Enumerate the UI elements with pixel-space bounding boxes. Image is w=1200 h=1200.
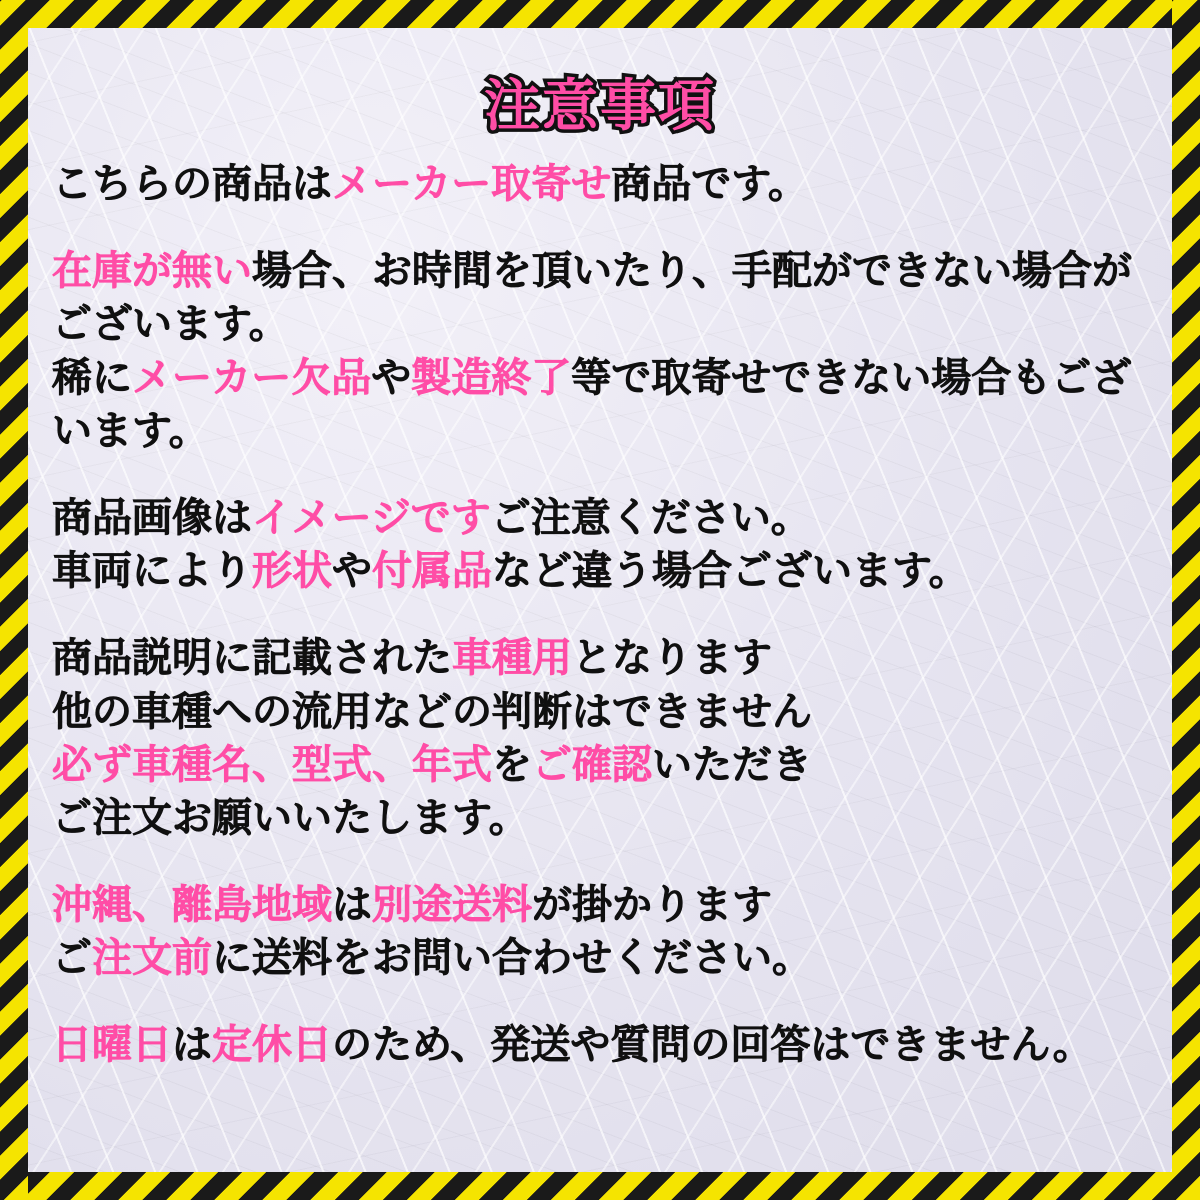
plain-text: 稀に	[52, 354, 132, 401]
highlighted-text: ご確認	[532, 741, 652, 788]
highlighted-text: 製造終了	[411, 354, 572, 401]
highlighted-text: 在庫が無い	[52, 248, 252, 295]
plain-text: など違う場合ございます。	[492, 548, 969, 595]
highlighted-text: 車種用	[452, 635, 572, 682]
plain-text: ご	[52, 935, 92, 982]
hazard-stripe-right	[1172, 0, 1200, 1200]
highlighted-text: 注文前	[92, 935, 212, 982]
notice-line	[52, 158, 1152, 211]
notice-line	[52, 792, 1152, 845]
notice-line	[52, 879, 1152, 932]
highlighted-text: 必ず車種名、型式、年式	[52, 741, 492, 788]
plain-text: や	[332, 548, 372, 595]
plain-text: 車両により	[52, 548, 252, 595]
notice-line	[52, 632, 1152, 685]
notice-paper-background	[28, 28, 1172, 1172]
plain-text: や	[371, 354, 412, 401]
plain-text: 場合、お時間を頂いたり、手配ができない場合がございます。	[52, 248, 1132, 348]
notice-title-container	[28, 62, 1172, 142]
plain-text: が掛かります	[532, 882, 772, 929]
plain-text: 商品説明に記載された	[52, 635, 452, 682]
plain-text: は	[172, 1022, 212, 1069]
highlighted-text: メーカー欠品	[132, 354, 372, 401]
hazard-stripe-left	[0, 0, 28, 1200]
plain-text: ご注意ください。	[490, 494, 811, 541]
notice-paragraph-image-note	[52, 492, 1152, 598]
plain-text: に送料をお問い合わせください。	[212, 935, 812, 982]
plain-text: となります	[572, 635, 772, 682]
notice-paragraph-shipping	[52, 879, 1152, 985]
notice-line	[52, 245, 1152, 351]
notice-line	[52, 932, 1152, 985]
plain-text: ご注文お願いいたします。	[52, 794, 529, 841]
notice-line	[52, 352, 1152, 458]
highlighted-text: 定休日	[212, 1022, 332, 1069]
highlighted-text: イメージです	[252, 494, 491, 541]
notice-line	[52, 686, 1152, 739]
plain-text: は	[332, 882, 372, 929]
hazard-stripe-bottom	[0, 1172, 1200, 1200]
notice-line	[52, 492, 1152, 545]
plain-text: こちらの商品は	[52, 161, 332, 207]
notice-line	[52, 1019, 1152, 1072]
notice-paragraph-stock	[52, 245, 1152, 458]
highlighted-text: 日曜日	[52, 1022, 172, 1069]
notice-body	[52, 158, 1152, 1093]
page-title: 注意事項	[484, 74, 716, 139]
highlighted-text: 付属品	[372, 548, 492, 595]
plain-text: 等で取寄せできない場合もございます。	[52, 354, 1132, 454]
highlighted-text: 形状	[252, 548, 332, 595]
plain-text: いただき	[652, 741, 812, 788]
plain-text: 商品です。	[611, 161, 809, 207]
notice-line	[52, 545, 1152, 598]
notice-paragraph-maker-order	[52, 158, 1152, 211]
plain-text: 他の車種への流用などの判断はできません	[52, 688, 812, 735]
plain-text: のため、発送や質問の回答はできません。	[332, 1022, 1093, 1069]
notice-paragraph-holiday	[52, 1019, 1152, 1072]
notice-paragraph-vehicle-type	[52, 632, 1152, 845]
highlighted-text: 別途送料	[372, 882, 532, 929]
plain-text: 商品画像は	[52, 494, 252, 541]
highlighted-text: 沖縄、離島地域	[52, 882, 332, 929]
hazard-stripe-top	[0, 0, 1200, 28]
plain-text: を	[492, 741, 532, 788]
notice-line	[52, 739, 1152, 792]
highlighted-text: メーカー取寄せ	[332, 161, 612, 207]
